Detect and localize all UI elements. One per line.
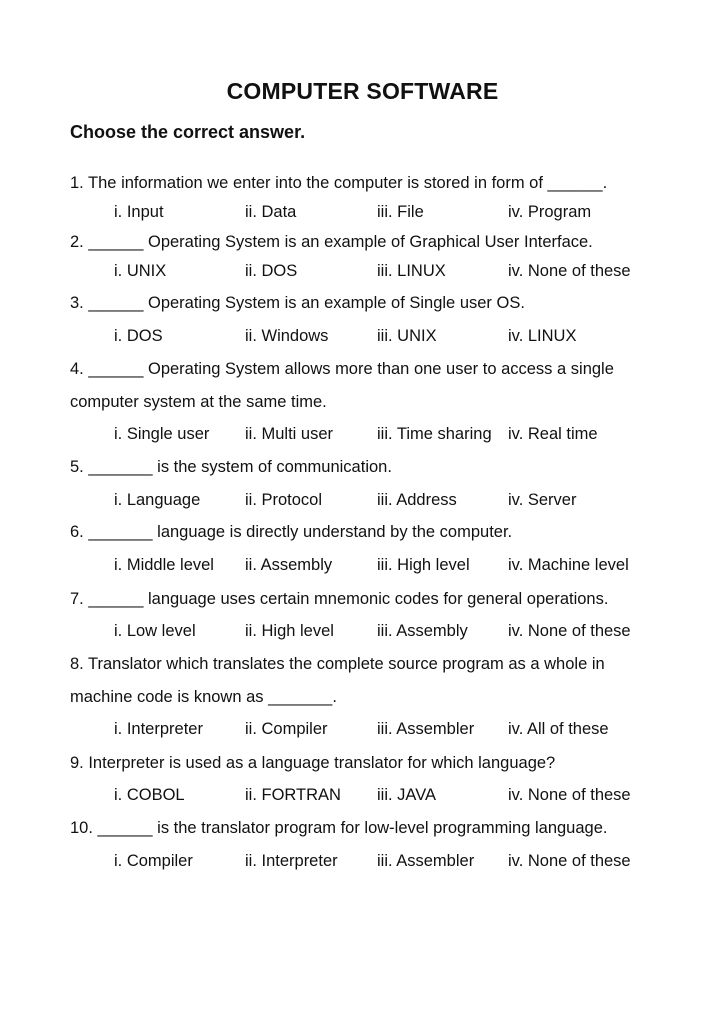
option-2-iii[interactable]: iii. LINUX — [377, 262, 446, 280]
question-6-text: 6. _______ language is directly understand by the computer. — [70, 523, 513, 541]
question-5-text: 5. _______ is the system of communication. — [70, 458, 392, 476]
option-1-ii[interactable]: ii. Data — [245, 203, 297, 221]
option-10-i[interactable]: i. Compiler — [114, 852, 193, 870]
option-4-ii[interactable]: ii. Multi user — [245, 425, 334, 443]
question-5-options — [0, 491, 725, 513]
option-8-ii[interactable]: ii. Compiler — [245, 720, 328, 738]
option-3-i[interactable]: i. DOS — [114, 327, 163, 345]
page-title: COMPUTER SOFTWARE — [226, 78, 499, 104]
option-1-iii[interactable]: iii. File — [377, 203, 424, 221]
option-6-i[interactable]: i. Middle level — [114, 556, 214, 574]
question-7-options — [0, 622, 725, 644]
option-4-iii[interactable]: iii. Time sharing — [377, 425, 492, 443]
option-2-ii[interactable]: ii. DOS — [245, 262, 298, 280]
option-3-iv[interactable]: iv. LINUX — [508, 327, 577, 345]
option-7-i[interactable]: i. Low level — [114, 622, 196, 640]
instruction-heading: Choose the correct answer. — [70, 122, 306, 142]
option-10-iv[interactable]: iv. None of these — [508, 852, 631, 870]
option-8-i[interactable]: i. Interpreter — [114, 720, 203, 738]
option-4-iv[interactable]: iv. Real time — [508, 425, 598, 443]
question-2-text: 2. ______ Operating System is an example of Graphical User Interface. — [70, 233, 593, 251]
option-3-iii[interactable]: iii. UNIX — [377, 327, 437, 345]
option-9-iii[interactable]: iii. JAVA — [377, 786, 436, 804]
option-5-iv[interactable]: iv. Server — [508, 491, 577, 509]
question-8-text: 8. Translator which translates the complete source program as a whole in — [70, 655, 605, 673]
question-4-text: 4. ______ Operating System allows more than one user to access a single — [70, 360, 614, 378]
question-3-options — [0, 327, 725, 349]
option-4-i[interactable]: i. Single user — [114, 425, 210, 443]
question-1-text: 1. The information we enter into the computer is stored in form of ______. — [70, 174, 608, 192]
question-1-options — [0, 203, 725, 225]
option-9-iv[interactable]: iv. None of these — [508, 786, 631, 804]
question-9-options — [0, 786, 725, 808]
option-6-ii[interactable]: ii. Assembly — [245, 556, 333, 574]
option-6-iii[interactable]: iii. High level — [377, 556, 470, 574]
option-1-i[interactable]: i. Input — [114, 203, 164, 221]
question-8-text-cont: machine code is known as _______. — [70, 688, 337, 706]
question-6-options — [0, 556, 725, 578]
option-5-i[interactable]: i. Language — [114, 491, 201, 509]
option-7-ii[interactable]: ii. High level — [245, 622, 334, 640]
option-7-iv[interactable]: iv. None of these — [508, 622, 631, 640]
option-6-iv[interactable]: iv. Machine level — [508, 556, 629, 574]
question-2-options — [0, 262, 725, 284]
question-4-options — [0, 425, 725, 447]
option-8-iv[interactable]: iv. All of these — [508, 720, 609, 738]
option-8-iii[interactable]: iii. Assembler — [377, 720, 475, 738]
question-8-options — [0, 720, 725, 742]
question-3-text: 3. ______ Operating System is an example of Single user OS. — [70, 294, 525, 312]
option-10-iii[interactable]: iii. Assembler — [377, 852, 475, 870]
option-7-iii[interactable]: iii. Assembly — [377, 622, 468, 640]
option-2-i[interactable]: i. UNIX — [114, 262, 167, 280]
option-3-ii[interactable]: ii. Windows — [245, 327, 329, 345]
option-5-iii[interactable]: iii. Address — [377, 491, 457, 509]
option-9-i[interactable]: i. COBOL — [114, 786, 185, 804]
question-4-text-cont: computer system at the same time. — [70, 393, 327, 411]
option-1-iv[interactable]: iv. Program — [508, 203, 592, 221]
option-2-iv[interactable]: iv. None of these — [508, 262, 631, 280]
option-5-ii[interactable]: ii. Protocol — [245, 491, 323, 509]
question-10-options — [0, 852, 725, 874]
option-9-ii[interactable]: ii. FORTRAN — [245, 786, 341, 804]
option-10-ii[interactable]: ii. Interpreter — [245, 852, 338, 870]
question-7-text: 7. ______ language uses certain mnemonic codes for general operations. — [70, 590, 609, 608]
question-10-text: 10. ______ is the translator program for low-level programming language. — [70, 819, 608, 837]
question-9-text: 9. Interpreter is used as a language translator for which language? — [70, 754, 556, 772]
